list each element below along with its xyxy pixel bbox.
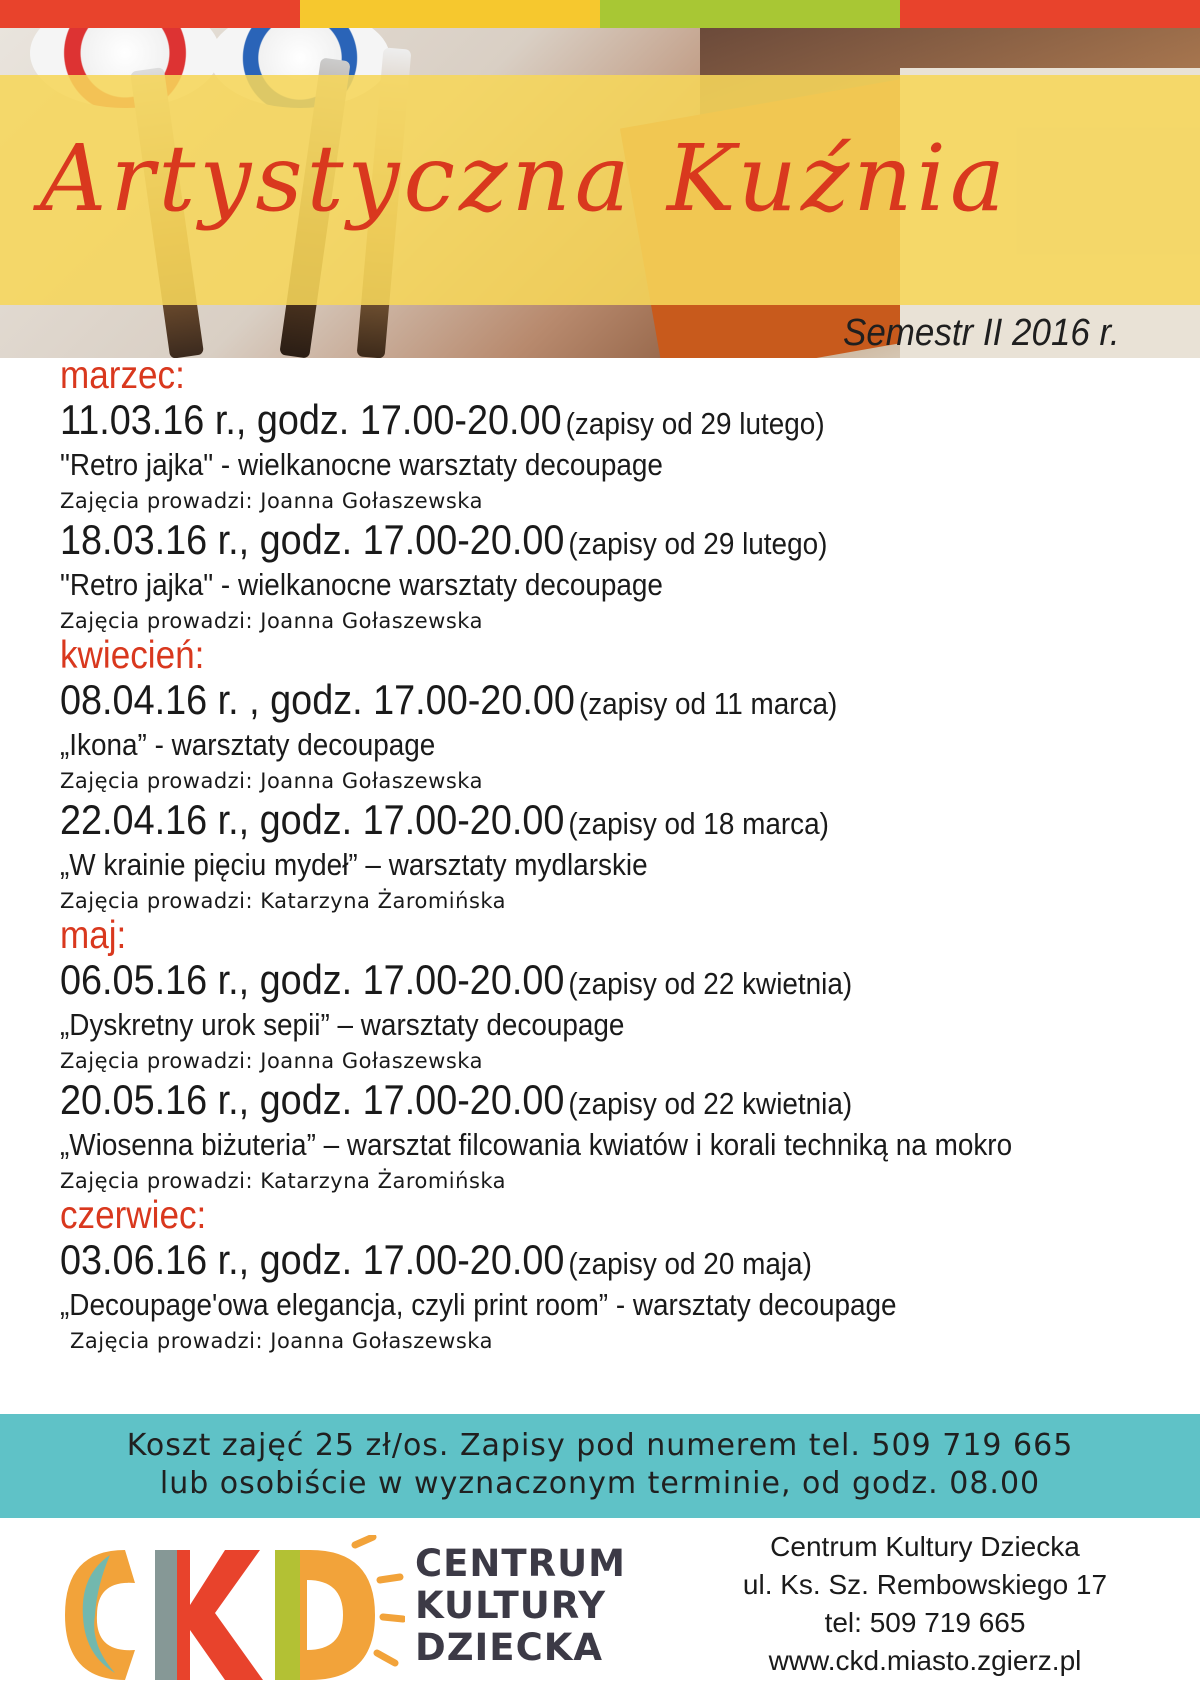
event-instructor: Zajęcia prowadzi: Joanna Gołaszewska [70,1329,493,1353]
event-date: 03.06.16 r., godz. 17.00-20.00 [60,1236,565,1283]
logo-letter-d-shade [275,1550,300,1680]
event-instructor: Zajęcia prowadzi: Joanna Gołaszewska [60,609,483,633]
logo-name-line: KULTURY [415,1584,607,1627]
ckd-logo-mark [55,1535,405,1685]
event-workshop: „Wiosenna biżuteria” – warsztat filcowania kwiatów i korali techniką na mokro [60,1127,1013,1162]
event-enrollment: (zapisy od 22 kwietnia) [568,1086,853,1121]
logo-letter-k-shade [155,1550,177,1680]
event-date: 18.03.16 r., godz. 17.00-20.00 [60,516,565,563]
contact-block [700,1528,1150,1680]
strip-segment-red [0,0,300,28]
contact-name: Centrum Kultury Dziecka [770,1531,1080,1562]
cost-band [0,1414,1200,1518]
enrollment-info: lub osobiście w wyznaczonym terminie, od godz. 08.00 [159,1466,1041,1501]
schedule [60,356,1180,1356]
month-heading: kwiecień: [60,634,205,677]
strip-segment-green [600,0,900,28]
event-instructor: Zajęcia prowadzi: Joanna Gołaszewska [60,769,483,793]
month-heading: czerwiec: [60,1194,207,1237]
event-date-line [60,676,1068,724]
event-workshop: „Dyskretny urok sepii” – warsztaty decoupage [60,1007,625,1042]
strip-segment-yellow [300,0,600,28]
logo-letters [65,1550,375,1680]
logo-name-line: CENTRUM [415,1542,626,1585]
cost-info: Koszt zajęć 25 zł/os. Zapisy pod numerem tel. 509 719 665 [126,1428,1074,1463]
logo-name-line: DZIECKA [415,1626,604,1669]
event-enrollment: (zapisy od 18 marca) [568,806,829,841]
event-date-line [60,516,1068,564]
event-enrollment: (zapisy od 29 lutego) [565,406,825,441]
event-workshop: „Ikona” - warsztaty decoupage [60,727,436,762]
event-instructor: Zajęcia prowadzi: Joanna Gołaszewska [60,489,483,513]
ckd-logo [55,1525,675,1685]
contact-address: ul. Ks. Sz. Rembowskiego 17 [742,1569,1108,1600]
page-title: Artystyczna Kuźnia [40,125,1009,232]
event-date-line [60,956,1068,1004]
event-date-line [60,1076,1068,1124]
event-instructor: Zajęcia prowadzi: Katarzyna Żaromińska [60,1169,507,1193]
strip-segment-red-2 [900,0,1200,28]
event-enrollment: (zapisy od 20 maja) [568,1246,812,1281]
event-enrollment: (zapisy od 11 marca) [578,686,838,721]
event-workshop: „Decoupage'owa elegancja, czyli print room” - warsztaty decoupage [60,1287,897,1322]
event-workshop: „W krainie pięciu mydeł” – warsztaty mydlarskie [60,847,648,882]
event-instructor: Zajęcia prowadzi: Katarzyna Żaromińska [60,889,507,913]
event-instructor: Zajęcia prowadzi: Joanna Gołaszewska [60,1049,483,1073]
contact-phone: tel: 509 719 665 [824,1607,1026,1638]
event-workshop: "Retro jajka" - wielkanocne warsztaty decoupage [60,567,663,602]
event-date-line [60,796,1068,844]
month-heading: maj: [60,914,127,957]
event-date-line [60,396,1068,444]
month-heading: marzec: [60,354,185,397]
event-enrollment: (zapisy od 29 lutego) [568,526,828,561]
top-color-strip [0,0,1200,28]
event-date: 20.05.16 r., godz. 17.00-20.00 [60,1076,565,1123]
event-date: 11.03.16 r., godz. 17.00-20.00 [60,396,562,443]
event-enrollment: (zapisy od 22 kwietnia) [568,966,853,1001]
semester-label: Semestr II 2016 r. [843,312,1120,354]
event-workshop: "Retro jajka" - wielkanocne warsztaty decoupage [60,447,663,482]
event-date: 08.04.16 r. , godz. 17.00-20.00 [60,676,575,723]
event-date-line [60,1236,1068,1284]
event-date: 06.05.16 r., godz. 17.00-20.00 [60,956,565,1003]
event-date: 22.04.16 r., godz. 17.00-20.00 [60,796,565,843]
contact-website[interactable]: www.ckd.miasto.zgierz.pl [768,1645,1082,1676]
logo-name [415,1543,626,1669]
